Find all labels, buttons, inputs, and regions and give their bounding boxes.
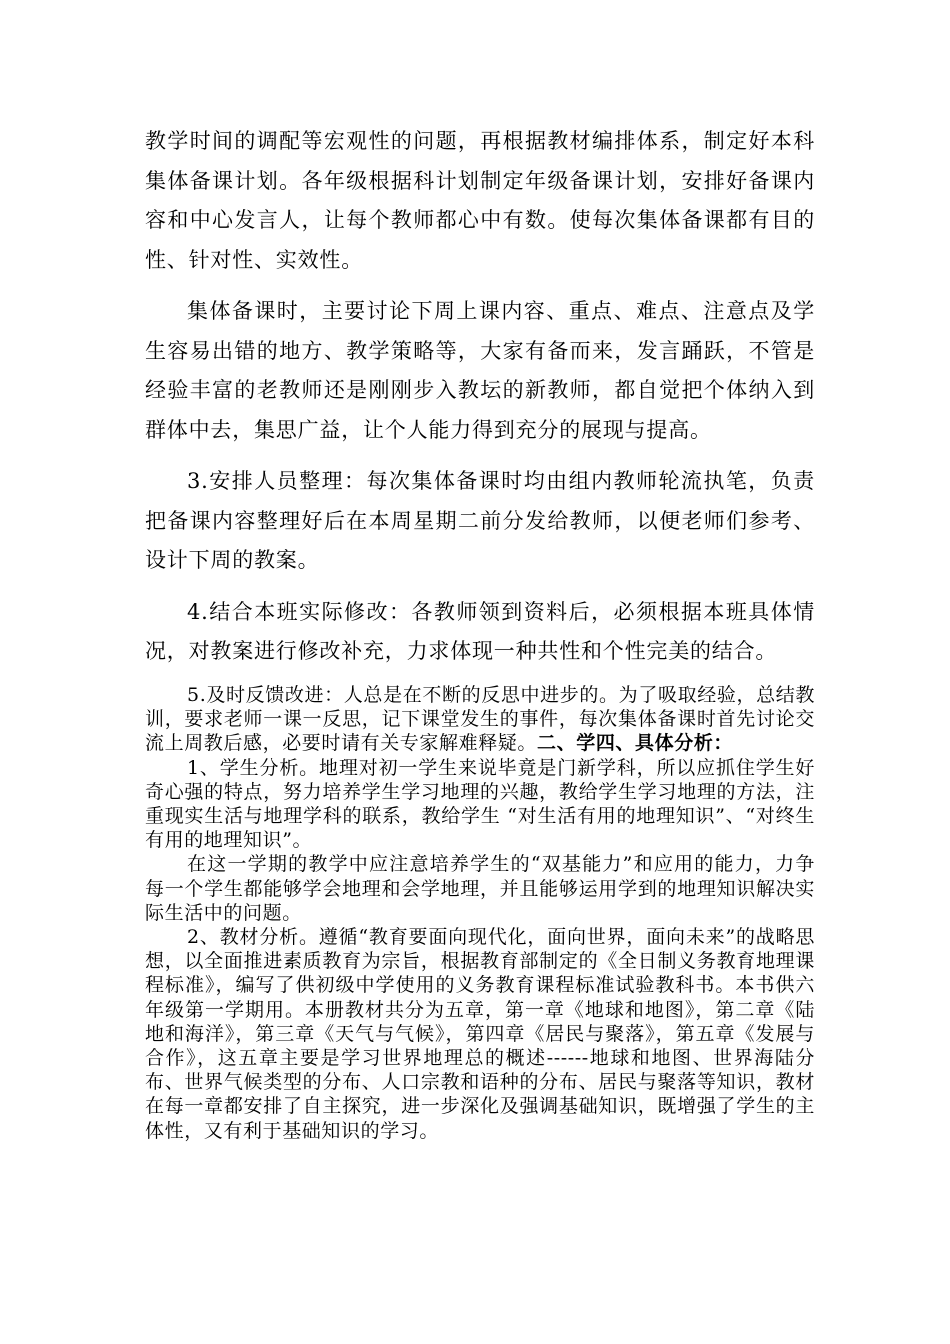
section-upper bbox=[145, 122, 815, 672]
section-lower bbox=[145, 683, 815, 1143]
paragraph-intro: 教学时间的调配等宏观性的问题，再根据教材编排体系，制定好本科集体备课计划。各年级根据科计划制定年级备课计划，安排好备课内容和中心发言人，让每个教师都心中有数。使每次集体备课都有目的性、针对性、实效性。 bbox=[145, 129, 815, 272]
list-item-4: 4.结合本班实际修改：各教师领到资料后，必须根据本班具体情况，对教案进行修改补充，力求体现一种共性和个性完美的结合。 bbox=[145, 599, 815, 663]
paragraph-textbook-analysis: 2、教材分析。遵循“教育要面向现代化，面向世界，面向未来”的战略思想，以全面推进素质教育为宗旨，根据教育部制定的《全日制义务教育地理课程标准》，编写了供初级中学使用的义务教育课程标准试验教科书。本书供六年级第一学期用。本册教材共分为五章，第一章《地球和地图》，第二章《陆地和海洋》，第三章《天气与气候》，第四章《居民与聚落》，第五章《发展与合作》，这五章主要是学习世界地理总的概述------地球和地图、世界海陆分布、世界气候类型的分布、人口宗教和语种的分布、居民与聚落等知识，教材在每一章都安排了自主探究，进一步深化及强调基础知识，既增强了学生的主体性，又有利于基础知识的学习。 bbox=[145, 926, 815, 1142]
list-item-3: 3.安排人员整理：每次集体备课时均由组内教师轮流执笔，负责把备课内容整理好后在本周星期二前分发给教师，以便老师们参考、设计下周的教案。 bbox=[145, 469, 815, 572]
list-item-5: 5.及时反馈改进：人总是在不断的反思中进步的。为了吸取经验，总结教训，要求老师一课一反思，记下课堂发生的事件，每次集体备课时首先讨论交流上周教后感，必要时请有关专家解难释疑。 bbox=[145, 684, 815, 755]
paragraph-discussion: 集体备课时，主要讨论下周上课内容、重点、难点、注意点及学生容易出错的地方、教学策略等，大家有备而来，发言踊跃，不管是经验丰富的老教师还是刚刚步入教坛的新教师，都自觉把个体纳入到群体中去，集思广益，让个人能力得到充分的展现与提高。 bbox=[145, 299, 815, 442]
paragraph-ability: 在这一学期的教学中应注意培养学生的“双基能力”和应用的能力，力争每一个学生都能够学会地理和会学地理，并且能够运用学到的地理知识解决实际生活中的问题。 bbox=[145, 853, 815, 924]
section-heading: 二、学四、具体分析： bbox=[537, 732, 734, 755]
paragraph-student-analysis: 1、学生分析。地理对初一学生来说毕竟是门新学科，所以应抓住学生好奇心强的特点，努力培养学生学习地理的兴趣，教给学生学习地理的方法，注重现实生活与地理学科的联系，教给学生 “对生活有用的地理知识”、“对终生有用的地理知识”。 bbox=[145, 756, 815, 852]
list-item-5-block bbox=[145, 683, 815, 756]
